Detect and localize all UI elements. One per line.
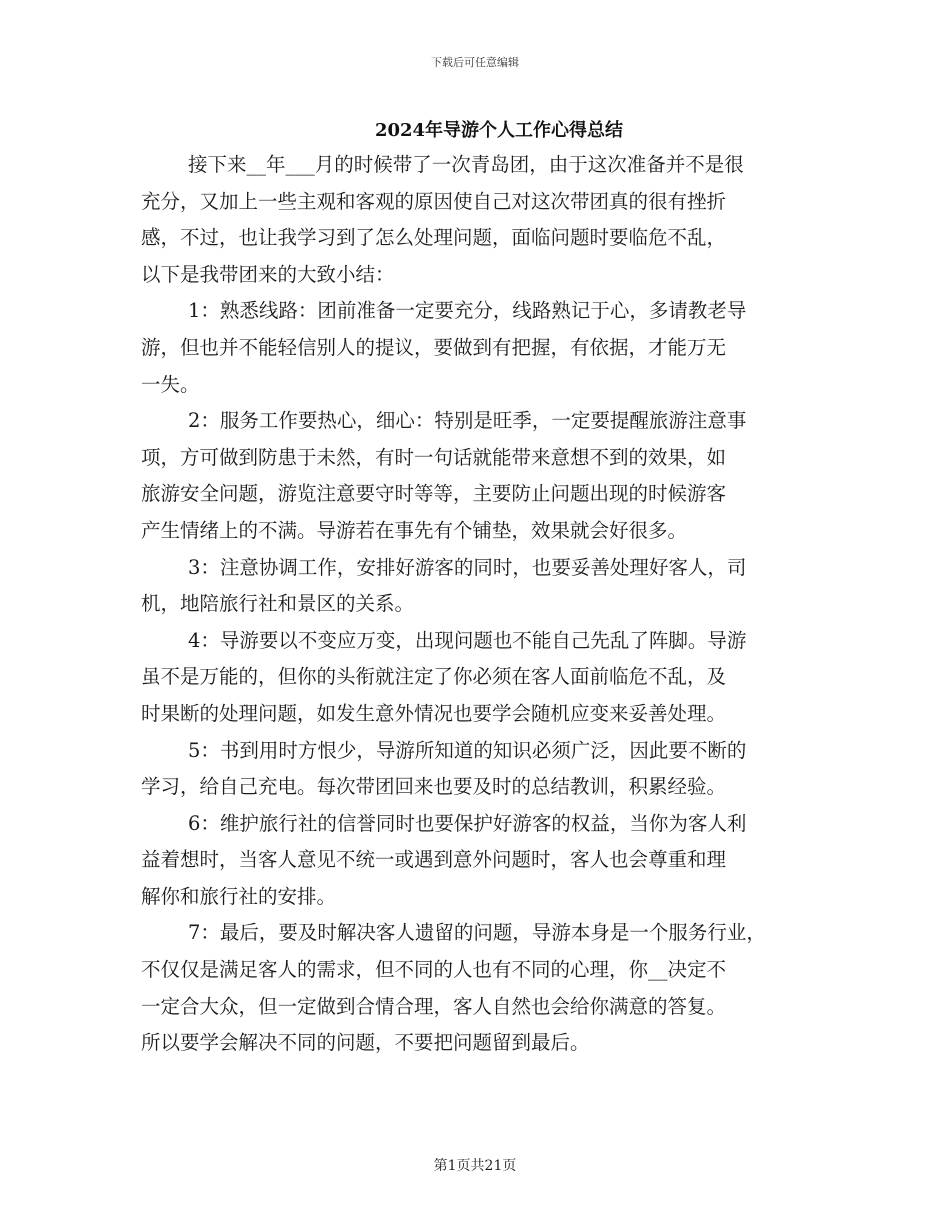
text-line: 学习，给自己充电。每次带团回来也要及时的总结教训，积累经验。	[141, 775, 727, 799]
paragraph	[141, 550, 831, 623]
paragraph	[141, 623, 831, 733]
text-line: 旅游安全问题，游览注意要守时等等，主要防止问题出现的时候游客	[141, 482, 727, 506]
text-line: 以下是我带团来的大致小结：	[141, 262, 395, 286]
text-line: 7：最后，要及时解决客人遗留的问题，导游本身是一个服务行业，	[188, 921, 766, 945]
document-title: 2024年导游个人工作心得总结	[374, 120, 624, 141]
paragraph	[141, 147, 831, 293]
text-line: 一失。	[141, 372, 200, 396]
text-line: 5：书到用时方恨少，导游所知道的知识必须广泛，因此要不断的	[188, 738, 747, 762]
text-line: 虽不是万能的，但你的头衔就注定了你必须在客人面前临危不乱，及	[141, 665, 727, 689]
text-line: 益着想时，当客人意见不统一或遇到意外问题时，客人也会尊重和理	[141, 848, 727, 872]
text-line: 感，不过，也让我学习到了怎么处理问题，面临问题时要临危不乱，	[141, 226, 727, 250]
text-line: 充分，又加上一些主观和客观的原因使自己对这次带团真的很有挫折	[141, 189, 727, 213]
text-line: 项，方可做到防患于未然，有时一句话就能带来意想不到的效果，如	[141, 445, 727, 469]
paragraph	[141, 915, 831, 1061]
text-line: 接下来__年___月的时候带了一次青岛团，由于这次准备并不是很	[188, 153, 744, 176]
paragraph	[141, 403, 831, 549]
paragraph	[141, 806, 831, 916]
text-line: 游，但也并不能轻信别人的提议，要做到有把握，有依据，才能万无	[141, 335, 727, 359]
text-line: 不仅仅是满足客人的需求，但不同的人也有不同的心理，你__决定不	[141, 958, 727, 982]
text-line: 所以要学会解决不同的问题，不要把问题留到最后。	[141, 1031, 590, 1055]
text-line: 4：导游要以不变应万变，出现问题也不能自己先乱了阵脚。导游	[188, 628, 747, 652]
text-line: 6：维护旅行社的信誉同时也要保护好游客的权益，当你为客人利	[188, 811, 747, 835]
text-line: 2：服务工作要热心，细心：特别是旺季，一定要提醒旅游注意事	[188, 409, 747, 433]
page-footer: 第1页共21页	[433, 1158, 517, 1174]
text-line: 3：注意协调工作，安排好游客的同时，也要妥善处理好客人，司	[188, 555, 747, 579]
paragraph	[141, 733, 831, 806]
text-line: 解你和旅行社的安排。	[141, 884, 337, 908]
text-line: 1：熟悉线路：团前准备一定要充分，线路熟记于心，多请教老导	[188, 299, 747, 323]
paragraph	[141, 293, 831, 403]
header-note: 下载后可任意编辑	[431, 56, 519, 69]
text-line: 产生情绪上的不满。导游若在事先有个铺垫，效果就会好很多。	[141, 518, 688, 542]
text-line: 时果断的处理问题，如发生意外情况也要学会随机应变来妥善处理。	[141, 701, 727, 725]
document-body	[141, 147, 831, 1062]
text-line: 机，地陪旅行社和景区的关系。	[141, 592, 415, 616]
text-line: 一定合大众，但一定做到合情合理，客人自然也会给你满意的答复。	[141, 994, 727, 1018]
